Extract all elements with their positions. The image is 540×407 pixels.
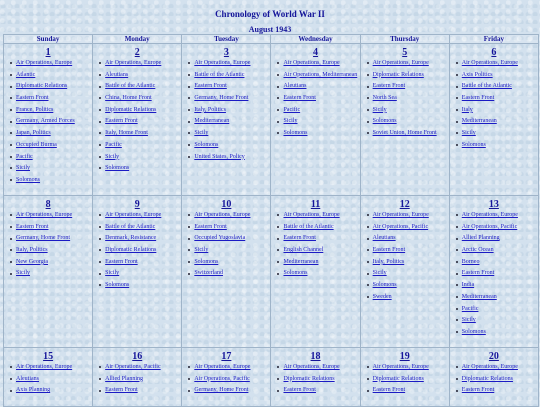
event-list-item bbox=[99, 270, 181, 277]
event-list-item bbox=[188, 212, 270, 219]
event-list-item bbox=[456, 329, 538, 336]
event-list-item bbox=[277, 235, 359, 242]
event-list-item bbox=[99, 364, 181, 371]
event-list-item bbox=[99, 212, 181, 219]
event-link[interactable]: Diplomatic Relations bbox=[372, 375, 424, 382]
event-list-item bbox=[277, 95, 359, 102]
event-list-item bbox=[277, 107, 359, 114]
event-list-item bbox=[188, 364, 270, 371]
weekday-header-tuesday: Tuesday bbox=[182, 35, 271, 44]
event-list-item bbox=[10, 83, 92, 90]
event-link[interactable]: Air Operations, Europe bbox=[372, 364, 429, 370]
day-number-link[interactable]: 19 bbox=[399, 351, 410, 362]
event-link[interactable]: Eastern Front bbox=[16, 223, 49, 230]
event-list-item bbox=[367, 282, 449, 289]
event-list-item bbox=[99, 235, 181, 242]
event-list-item bbox=[10, 177, 92, 184]
event-link[interactable]: Air Operations, Europe bbox=[194, 60, 251, 66]
day-cell bbox=[93, 44, 182, 196]
event-list-item bbox=[99, 60, 181, 67]
event-link[interactable]: Italy, Politics bbox=[16, 247, 48, 254]
calendar-week-row bbox=[4, 348, 539, 407]
event-list-item bbox=[10, 224, 92, 231]
event-list-item bbox=[367, 212, 449, 219]
event-list bbox=[93, 212, 181, 289]
event-list-item bbox=[188, 107, 270, 114]
event-list-item bbox=[99, 247, 181, 254]
day-number-link[interactable]: 5 bbox=[402, 47, 408, 58]
event-link[interactable]: Eastern Front bbox=[372, 387, 406, 394]
day-cell bbox=[449, 348, 538, 407]
event-list-item bbox=[99, 165, 181, 172]
event-list-item bbox=[10, 130, 92, 137]
day-number-link[interactable]: 9 bbox=[134, 199, 140, 210]
event-link[interactable]: Sicily bbox=[372, 270, 387, 277]
event-list-item bbox=[277, 270, 359, 277]
event-list-item bbox=[188, 142, 270, 149]
event-list-item bbox=[10, 212, 92, 219]
event-link[interactable]: Sicily bbox=[461, 130, 476, 137]
event-link[interactable]: Eastern Front bbox=[105, 387, 138, 394]
event-link[interactable]: Solomons bbox=[105, 282, 130, 289]
event-link[interactable]: Eastern Front bbox=[461, 95, 495, 102]
event-link[interactable]: Eastern Front bbox=[16, 95, 49, 102]
event-link[interactable]: Arctic Ocean bbox=[461, 247, 494, 254]
event-link[interactable]: Sicily bbox=[105, 153, 120, 160]
event-link[interactable]: Air Operations, Pacific bbox=[105, 364, 161, 370]
event-list-item bbox=[99, 282, 181, 289]
day-number-link[interactable]: 15 bbox=[43, 351, 54, 362]
event-link[interactable]: Diplomatic Relations bbox=[105, 247, 157, 254]
event-list-item bbox=[367, 130, 449, 137]
event-list bbox=[93, 60, 181, 172]
event-list bbox=[182, 364, 270, 394]
event-list-item bbox=[10, 118, 92, 125]
event-link[interactable]: Eastern Front bbox=[372, 83, 406, 90]
calendar-week-row bbox=[4, 44, 539, 196]
event-link[interactable]: Solomons bbox=[16, 176, 41, 183]
event-list-item bbox=[188, 118, 270, 125]
event-list-item bbox=[456, 212, 538, 219]
event-list-item bbox=[456, 282, 538, 289]
event-link[interactable]: Italy, Politics bbox=[194, 106, 226, 113]
event-link[interactable]: Diplomatic Relations bbox=[461, 375, 513, 382]
calendar-grid bbox=[3, 34, 539, 407]
event-link[interactable]: Borneo bbox=[461, 258, 480, 265]
event-list-item bbox=[99, 130, 181, 137]
event-list-item bbox=[188, 83, 270, 90]
day-cell bbox=[93, 348, 182, 407]
event-list-item bbox=[456, 259, 538, 266]
event-link[interactable]: Battle of the Atlantic bbox=[105, 83, 156, 90]
event-link[interactable]: Mediterranean bbox=[461, 293, 497, 300]
event-list-item bbox=[277, 83, 359, 90]
event-list-item bbox=[367, 364, 449, 371]
event-list-item bbox=[367, 72, 449, 79]
day-number-link[interactable]: 8 bbox=[45, 199, 51, 210]
event-list-item bbox=[10, 364, 92, 371]
event-list-item bbox=[367, 95, 449, 102]
event-link[interactable]: Japan, Politics bbox=[16, 130, 51, 137]
event-link[interactable]: Eastern Front bbox=[283, 95, 316, 102]
event-list-item bbox=[367, 376, 449, 383]
weekday-header-sunday: Sunday bbox=[4, 35, 93, 44]
day-number-link[interactable]: 6 bbox=[491, 47, 497, 58]
event-link[interactable]: Sweden bbox=[372, 293, 392, 300]
event-list-item bbox=[367, 83, 449, 90]
event-link[interactable]: Atlantic bbox=[16, 71, 36, 78]
event-link[interactable]: Diplomatic Relations bbox=[283, 375, 335, 382]
event-list-item bbox=[456, 306, 538, 313]
event-list-item bbox=[277, 118, 359, 125]
event-link[interactable]: Eastern Front bbox=[194, 223, 227, 230]
event-list-item bbox=[99, 376, 181, 383]
day-number-link[interactable]: 18 bbox=[310, 351, 321, 362]
event-link[interactable]: Air Operations, Pacific bbox=[372, 223, 429, 230]
event-link[interactable]: Eastern Front bbox=[372, 247, 406, 254]
event-list-item bbox=[456, 60, 538, 67]
event-link[interactable]: Aleutians bbox=[283, 83, 307, 90]
event-link[interactable]: Battle of the Atlantic bbox=[194, 71, 245, 78]
event-link[interactable]: Air Operations, Europe bbox=[461, 212, 518, 218]
event-list bbox=[271, 364, 359, 394]
event-link[interactable]: Diplomatic Relations bbox=[105, 106, 157, 113]
event-list-item bbox=[99, 387, 181, 394]
event-link[interactable]: Eastern Front bbox=[461, 387, 495, 394]
event-list-item bbox=[367, 270, 449, 277]
event-link[interactable]: Aleutians bbox=[372, 235, 396, 242]
event-list-item bbox=[367, 224, 449, 231]
event-link[interactable]: Sicily bbox=[194, 247, 209, 254]
day-cell bbox=[182, 44, 271, 196]
day-cell bbox=[449, 196, 538, 348]
event-list-item bbox=[10, 247, 92, 254]
event-link[interactable]: Axis Politics bbox=[461, 71, 493, 78]
event-list bbox=[182, 212, 270, 277]
event-list-item bbox=[367, 235, 449, 242]
event-list-item bbox=[456, 142, 538, 149]
event-list-item bbox=[99, 107, 181, 114]
event-link[interactable]: Sicily bbox=[16, 270, 31, 277]
event-link[interactable]: Aleutians bbox=[16, 375, 39, 382]
event-list-item bbox=[10, 387, 92, 394]
event-list-item bbox=[99, 83, 181, 90]
event-link[interactable]: Germany, Home Front bbox=[194, 95, 249, 102]
day-cell bbox=[271, 44, 360, 196]
event-list-item bbox=[10, 165, 92, 172]
event-link[interactable]: Air Operations, Europe bbox=[283, 60, 340, 66]
event-link[interactable]: Air Operations, Europe bbox=[194, 364, 251, 370]
event-list bbox=[450, 212, 538, 336]
event-link[interactable]: Air Operations, Pacific bbox=[461, 223, 518, 230]
day-number-link[interactable]: 17 bbox=[221, 351, 232, 362]
event-list-item bbox=[456, 72, 538, 79]
day-number-link[interactable]: 4 bbox=[313, 47, 319, 58]
event-list-item bbox=[367, 387, 449, 394]
event-list-item bbox=[367, 60, 449, 67]
event-link[interactable]: Air Operations, Europe bbox=[283, 364, 340, 370]
event-list bbox=[361, 60, 449, 137]
event-link[interactable]: Air Operations, Europe bbox=[283, 212, 340, 218]
day-number-link[interactable]: 12 bbox=[399, 199, 410, 210]
event-list-item bbox=[188, 387, 270, 394]
event-list-item bbox=[188, 259, 270, 266]
event-list-item bbox=[456, 247, 538, 254]
day-number-link[interactable]: 2 bbox=[134, 47, 140, 58]
event-list-item bbox=[10, 259, 92, 266]
event-list-item bbox=[188, 72, 270, 79]
event-link[interactable]: Battle of the Atlantic bbox=[283, 223, 334, 230]
event-list-item bbox=[188, 60, 270, 67]
event-link[interactable]: Sicily bbox=[16, 165, 31, 172]
event-list-item bbox=[456, 107, 538, 114]
day-number-link[interactable]: 13 bbox=[488, 199, 499, 210]
day-number-link[interactable]: 16 bbox=[132, 351, 143, 362]
weekday-header-friday: Friday bbox=[449, 35, 538, 44]
event-list bbox=[271, 60, 359, 137]
event-link[interactable]: Solomons bbox=[283, 270, 308, 277]
event-link[interactable]: Air Operations, Europe bbox=[372, 212, 429, 218]
event-link[interactable]: India bbox=[461, 282, 475, 289]
event-list-item bbox=[277, 130, 359, 137]
event-list bbox=[271, 212, 359, 277]
event-list-item bbox=[456, 118, 538, 125]
event-list-item bbox=[277, 60, 359, 67]
event-link[interactable]: Diplomatic Relations bbox=[16, 83, 68, 90]
event-list-item bbox=[277, 259, 359, 266]
event-link[interactable]: Air Operations, Europe bbox=[461, 364, 518, 370]
event-link[interactable]: China, Home Front bbox=[105, 95, 152, 102]
event-link[interactable]: Air Operations, Europe bbox=[372, 60, 429, 66]
event-list-item bbox=[99, 224, 181, 231]
day-cell bbox=[182, 196, 271, 348]
day-number-link[interactable]: 1 bbox=[45, 47, 51, 58]
event-link[interactable]: New Georgia bbox=[16, 258, 49, 265]
weekday-header-monday: Monday bbox=[93, 35, 182, 44]
event-list-item bbox=[188, 270, 270, 277]
event-link[interactable]: Battle of the Atlantic bbox=[105, 223, 156, 230]
event-link[interactable]: Eastern Front bbox=[283, 235, 316, 242]
event-link[interactable]: Italy bbox=[461, 106, 473, 113]
day-cell bbox=[93, 196, 182, 348]
event-link[interactable]: Mediterranean bbox=[461, 118, 497, 125]
event-link[interactable]: Pacific bbox=[16, 153, 33, 160]
day-cell bbox=[360, 348, 449, 407]
event-link[interactable]: Sicily bbox=[105, 270, 120, 277]
event-link[interactable]: English Channel bbox=[283, 247, 324, 254]
event-link[interactable]: United States, Policy bbox=[194, 153, 245, 160]
event-link[interactable]: Eastern Front bbox=[105, 258, 138, 265]
month-heading: August 1943 bbox=[248, 25, 292, 34]
event-list-item bbox=[99, 95, 181, 102]
event-list bbox=[4, 60, 92, 184]
event-link[interactable]: Eastern Front bbox=[461, 270, 495, 277]
day-cell bbox=[271, 348, 360, 407]
event-list-item bbox=[277, 376, 359, 383]
event-list-item bbox=[456, 270, 538, 277]
event-link[interactable]: Pacific bbox=[461, 305, 479, 312]
event-link[interactable]: Italy, Home Front bbox=[105, 130, 148, 137]
event-link[interactable]: Air Operations, Pacific bbox=[194, 375, 250, 382]
event-link[interactable]: Mediterranean bbox=[194, 118, 230, 125]
weekday-header-row bbox=[4, 35, 539, 44]
event-list-item bbox=[10, 72, 92, 79]
day-cell bbox=[360, 44, 449, 196]
event-link[interactable]: Sicily bbox=[283, 118, 298, 125]
event-link[interactable]: Germany, Home Front bbox=[16, 235, 71, 242]
event-link[interactable]: Solomons bbox=[105, 165, 130, 172]
day-cell bbox=[182, 348, 271, 407]
event-link[interactable]: Diplomatic Relations bbox=[372, 71, 424, 78]
event-list-item bbox=[99, 142, 181, 149]
event-list-item bbox=[99, 259, 181, 266]
event-link[interactable]: Air Operations, Mediterranean bbox=[283, 71, 358, 78]
event-link[interactable]: France, Politics bbox=[16, 106, 54, 113]
event-list-item bbox=[188, 95, 270, 102]
event-list-item bbox=[367, 247, 449, 254]
event-list bbox=[361, 364, 449, 394]
event-link[interactable]: Pacific bbox=[105, 141, 122, 148]
event-link[interactable]: Solomons bbox=[461, 328, 486, 335]
event-list-item bbox=[188, 224, 270, 231]
event-list-item bbox=[456, 224, 538, 231]
event-link[interactable]: Air Operations, Europe bbox=[105, 60, 162, 66]
event-link[interactable]: Solomons bbox=[194, 141, 219, 148]
day-cell bbox=[4, 348, 93, 407]
event-link[interactable]: Pacific bbox=[283, 106, 301, 113]
event-list-item bbox=[10, 107, 92, 114]
event-link[interactable]: Air Operations, Europe bbox=[16, 212, 73, 218]
page-title: Chronology of World War II bbox=[215, 9, 325, 19]
event-link[interactable]: Mediterranean bbox=[283, 258, 319, 265]
event-list-item bbox=[99, 118, 181, 125]
event-list-item bbox=[456, 387, 538, 394]
event-list bbox=[93, 364, 181, 394]
event-link[interactable]: Air Operations, Europe bbox=[16, 60, 73, 66]
event-list-item bbox=[188, 130, 270, 137]
day-cell bbox=[271, 196, 360, 348]
event-list-item bbox=[367, 118, 449, 125]
event-link[interactable]: Axis Planning bbox=[16, 387, 51, 394]
day-cell bbox=[449, 44, 538, 196]
event-list-item bbox=[456, 317, 538, 324]
event-list bbox=[361, 212, 449, 301]
event-list-item bbox=[277, 364, 359, 371]
event-list-item bbox=[10, 235, 92, 242]
event-list-item bbox=[367, 294, 449, 301]
event-list-item bbox=[277, 224, 359, 231]
event-list-item bbox=[456, 294, 538, 301]
event-list-item bbox=[277, 72, 359, 79]
event-list-item bbox=[277, 212, 359, 219]
day-number-link[interactable]: 20 bbox=[488, 351, 499, 362]
event-link[interactable]: Sicily bbox=[372, 106, 387, 113]
event-link[interactable]: Eastern Front bbox=[105, 118, 138, 125]
event-list bbox=[450, 60, 538, 149]
event-link[interactable]: Occupied Burma bbox=[16, 141, 57, 148]
day-cell bbox=[4, 196, 93, 348]
event-list-item bbox=[188, 154, 270, 161]
event-list-item bbox=[456, 235, 538, 242]
event-link[interactable]: Battle of the Atlantic bbox=[461, 83, 512, 90]
event-link[interactable]: Germany, Home Front bbox=[194, 387, 249, 394]
event-link[interactable]: Allied Planning bbox=[105, 375, 143, 382]
day-number-link[interactable]: 10 bbox=[221, 199, 232, 210]
event-link[interactable]: Air Operations, Europe bbox=[105, 212, 162, 218]
event-link[interactable]: Solomons bbox=[461, 141, 486, 148]
event-list-item bbox=[188, 235, 270, 242]
day-number-link[interactable]: 3 bbox=[223, 47, 229, 58]
event-link[interactable]: Switzerland bbox=[194, 270, 223, 277]
day-number-link[interactable]: 11 bbox=[310, 199, 321, 210]
weekday-header-thursday: Thursday bbox=[360, 35, 449, 44]
event-link[interactable]: Occupied Yugoslavia bbox=[194, 235, 246, 242]
weekday-header-wednesday: Wednesday bbox=[271, 35, 360, 44]
event-link[interactable]: Soviet Union, Home Front bbox=[372, 130, 437, 137]
event-list-item bbox=[10, 142, 92, 149]
event-list-item bbox=[456, 130, 538, 137]
event-list-item bbox=[99, 154, 181, 161]
event-list-item bbox=[10, 60, 92, 67]
event-list-item bbox=[188, 376, 270, 383]
event-list-item bbox=[456, 364, 538, 371]
event-link[interactable]: Germany, Armed Forces bbox=[16, 118, 75, 125]
event-list-item bbox=[367, 259, 449, 266]
event-link[interactable]: Air Operations, Europe bbox=[16, 364, 73, 370]
event-link[interactable]: Solomons bbox=[283, 130, 308, 137]
event-list-item bbox=[367, 107, 449, 114]
event-list-item bbox=[456, 83, 538, 90]
calendar-week-row bbox=[4, 196, 539, 348]
event-link[interactable]: Eastern Front bbox=[283, 387, 316, 394]
event-link[interactable]: Italy, Politics bbox=[372, 258, 405, 265]
day-cell bbox=[360, 196, 449, 348]
day-cell bbox=[4, 44, 93, 196]
event-link[interactable]: Air Operations, Europe bbox=[194, 212, 251, 218]
event-link[interactable]: Denmark, Resistance bbox=[105, 235, 157, 242]
event-link[interactable]: Solomons bbox=[372, 282, 397, 289]
event-link[interactable]: Aleutians bbox=[105, 71, 129, 78]
event-list-item bbox=[456, 95, 538, 102]
event-link[interactable]: Sicily bbox=[194, 130, 209, 137]
event-list-item bbox=[277, 387, 359, 394]
event-list bbox=[182, 60, 270, 161]
event-link[interactable]: Eastern Front bbox=[194, 83, 227, 90]
event-list-item bbox=[10, 154, 92, 161]
event-link[interactable]: Solomons bbox=[194, 258, 219, 265]
event-list-item bbox=[99, 72, 181, 79]
event-list-item bbox=[188, 247, 270, 254]
event-list bbox=[4, 364, 92, 394]
event-list-item bbox=[10, 95, 92, 102]
event-link[interactable]: Sicily bbox=[461, 317, 476, 324]
event-link[interactable]: Solomons bbox=[372, 118, 397, 125]
event-list-item bbox=[277, 247, 359, 254]
event-list-item bbox=[456, 376, 538, 383]
event-link[interactable]: Allied Planning bbox=[461, 235, 500, 242]
event-link[interactable]: North Sea bbox=[372, 95, 397, 102]
event-list bbox=[4, 212, 92, 277]
event-list-item bbox=[10, 270, 92, 277]
event-list bbox=[450, 364, 538, 394]
event-list-item bbox=[10, 376, 92, 383]
event-link[interactable]: Air Operations, Europe bbox=[461, 60, 518, 66]
